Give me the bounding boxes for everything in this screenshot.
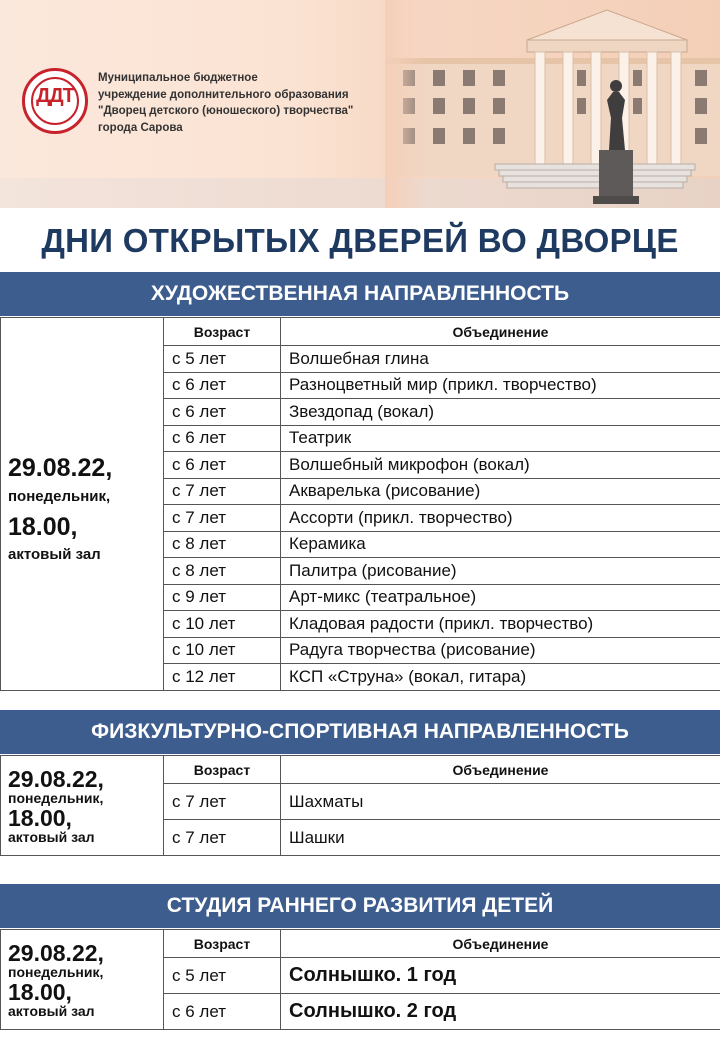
age-cell: с 6 лет	[164, 425, 281, 452]
group-cell: Звездопад (вокал)	[281, 399, 720, 426]
age-cell: с 10 лет	[164, 637, 281, 664]
group-cell: Палитра (рисование)	[281, 558, 720, 585]
event-date-cell	[1, 930, 164, 1030]
org-line: "Дворец детского (юношеского) творчества"	[98, 105, 354, 117]
institution-logo	[22, 68, 88, 134]
event-date-cell	[1, 318, 164, 691]
palace-building-illustration	[385, 0, 720, 208]
age-cell: с 7 лет	[164, 505, 281, 532]
org-line: города Сарова	[98, 121, 183, 134]
event-place: актовый зал	[8, 828, 95, 845]
section-table-sport	[0, 755, 720, 856]
group-cell: Керамика	[281, 531, 720, 558]
page-title: ДНИ ОТКРЫТЫХ ДВЕРЕЙ ВО ДВОРЦЕ	[41, 222, 679, 259]
group-cell: Шашки	[281, 820, 720, 856]
event-day: понедельник,	[8, 789, 104, 806]
group-cell: Кладовая радости (прикл. творчество)	[281, 611, 720, 638]
section-heading: ФИЗКУЛЬТУРНО-СПОРТИВНАЯ НАПРАВЛЕННОСТЬ	[0, 710, 720, 754]
organization-name	[98, 70, 398, 136]
group-cell: Театрик	[281, 425, 720, 452]
age-cell: с 9 лет	[164, 584, 281, 611]
event-date: 29.08.22,	[8, 765, 104, 792]
event-date-cell	[1, 756, 164, 856]
event-day: понедельник,	[8, 963, 104, 980]
section-table-art	[0, 317, 720, 691]
logo-mark-icon: ДДТ	[36, 85, 74, 107]
age-cell: с 6 лет	[164, 994, 281, 1030]
event-time: 18.00,	[8, 804, 72, 831]
age-cell: с 7 лет	[164, 784, 281, 820]
group-cell: Разноцветный мир (прикл. творчество)	[281, 372, 720, 399]
age-cell: с 10 лет	[164, 611, 281, 638]
event-time: 18.00,	[8, 512, 78, 541]
age-cell: с 7 лет	[164, 820, 281, 856]
age-cell: с 8 лет	[164, 531, 281, 558]
table-header-row	[1, 756, 720, 784]
group-cell: Солнышко. 1 год	[281, 958, 720, 994]
age-cell: с 5 лет	[164, 958, 281, 994]
header-banner	[0, 0, 720, 208]
group-cell: Волшебный микрофон (вокал)	[281, 452, 720, 479]
group-cell: Акварелька (рисование)	[281, 478, 720, 505]
column-header-age: Возраст	[164, 318, 281, 346]
event-place: актовый зал	[8, 1002, 95, 1019]
section-heading: ХУДОЖЕСТВЕННАЯ НАПРАВЛЕННОСТЬ	[0, 272, 720, 316]
column-header-age: Возраст	[164, 756, 281, 784]
group-cell: Шахматы	[281, 784, 720, 820]
table-header-row	[1, 318, 720, 346]
group-cell: Ассорти (прикл. творчество)	[281, 505, 720, 532]
section-table-early-development	[0, 929, 720, 1030]
event-day: понедельник,	[8, 487, 111, 505]
column-header-group: Объединение	[281, 930, 720, 958]
column-header-age: Возраст	[164, 930, 281, 958]
age-cell: с 6 лет	[164, 372, 281, 399]
age-cell: с 8 лет	[164, 558, 281, 585]
group-cell: Радуга творчества (рисование)	[281, 637, 720, 664]
event-time: 18.00,	[8, 978, 72, 1005]
group-cell: Солнышко. 2 год	[281, 994, 720, 1030]
age-cell: с 12 лет	[164, 664, 281, 691]
table-header-row	[1, 930, 720, 958]
group-cell: КСП «Струна» (вокал, гитара)	[281, 664, 720, 691]
group-cell: Волшебная глина	[281, 346, 720, 373]
column-header-group: Объединение	[281, 318, 720, 346]
event-date: 29.08.22,	[8, 453, 113, 482]
age-cell: с 6 лет	[164, 452, 281, 479]
event-place: актовый зал	[8, 545, 101, 563]
column-header-group: Объединение	[281, 756, 720, 784]
org-line: учреждение дополнительного образования	[98, 88, 349, 101]
age-cell: с 7 лет	[164, 478, 281, 505]
section-heading: СТУДИЯ РАННЕГО РАЗВИТИЯ ДЕТЕЙ	[0, 884, 720, 928]
org-line: Муниципальное бюджетное	[98, 72, 258, 84]
age-cell: с 6 лет	[164, 399, 281, 426]
age-cell: с 5 лет	[164, 346, 281, 373]
event-date: 29.08.22,	[8, 939, 104, 966]
group-cell: Арт-микс (театральное)	[281, 584, 720, 611]
